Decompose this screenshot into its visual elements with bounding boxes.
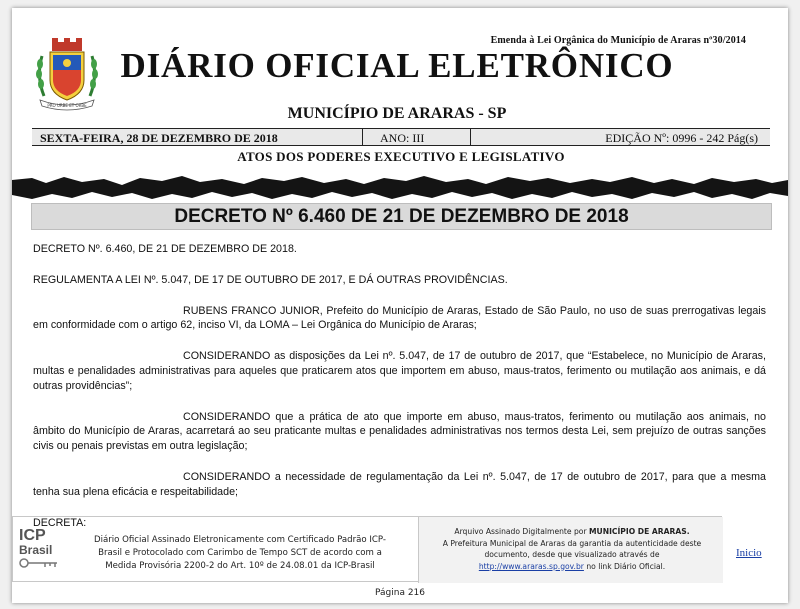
- signature-line: [427, 561, 717, 573]
- divider: [362, 129, 363, 145]
- crest-motto: PRO URBE ET ORBE: [47, 103, 87, 108]
- key-icon: [19, 558, 59, 568]
- decree-paragraph: CONSIDERANDO as disposições da Lei nº. 5.047, de 17 de outubro de 2017, que “Estabelece, no Município de Araras, multas e penalidades administrativas para aqueles que praticarem atos que importem em abuso, maus-tratos, ferimento ou mutilação aos animais, e dá outras providências”;: [33, 350, 766, 392]
- amendment-note: Emenda à Lei Orgânica do Município de Araras nº30/2014: [490, 35, 746, 46]
- edition-label: EDIÇÃO Nº: 0996 - 242 Pág(s): [605, 131, 758, 145]
- decree-heading: DECRETO Nº 6.460 DE 21 DE DEZEMBRO DE 2018: [31, 203, 772, 230]
- signer-name: MUNICÍPIO DE ARARAS.: [589, 527, 690, 536]
- signature-line: [427, 526, 717, 538]
- page-number: Página 216: [374, 588, 425, 598]
- signature-suffix: no link Diário Oficial.: [583, 561, 666, 571]
- certificate-box: [12, 516, 722, 582]
- inicio-link[interactable]: Inicio: [736, 547, 762, 559]
- signature-footer: [12, 516, 788, 586]
- municipal-crest-icon: [34, 36, 100, 112]
- certificate-line: Medida Provisória 2200-2 do Art. 10º de 24.08.01 da ICP-Brasil: [105, 561, 375, 571]
- decreta-line: DECRETA:: [33, 516, 87, 529]
- decree-summary-line: REGULAMENTA A LEI Nº. 5.047, DE 17 DE OUTUBRO DE 2017, E DÁ OUTRAS PROVIDÊNCIAS.: [33, 273, 508, 286]
- section-heading: ATOS DOS PODERES EXECUTIVO E LEGISLATIVO: [237, 149, 565, 164]
- signature-prefix: Arquivo Assinado Digitalmente por: [454, 527, 589, 536]
- signature-line: documento, desde que visualizado através de: [484, 550, 660, 559]
- digital-signature-text: [427, 526, 717, 572]
- decree-paragraph: RUBENS FRANCO JUNIOR, Prefeito do Município de Araras, Estado de São Paulo, no uso de suas prerrogativas legais em conformidade com o artigo 62, inciso VI, da LOMA – Lei Orgânica do Município de Araras;: [33, 304, 766, 332]
- divider: [470, 129, 471, 145]
- gazette-title: DIÁRIO OFICIAL ELETRÔNICO: [120, 46, 674, 85]
- icp-logo-text: ICP: [19, 527, 46, 544]
- publication-date: SEXTA-FEIRA, 28 DE DEZEMBRO DE 2018: [40, 131, 278, 145]
- certificate-line: Diário Oficial Assinado Eletronicamente com Certificado Padrão ICP-: [93, 535, 387, 545]
- digital-signature-box: [418, 517, 723, 583]
- decree-body: [33, 242, 766, 530]
- year-label: ANO: III: [380, 131, 425, 145]
- certificate-line: Brasil e Protocolado com Carimbo de Tempo SCT de acordo com a: [98, 548, 382, 558]
- signature-line: A Prefeitura Municipal de Araras da garantia da autenticidade deste: [442, 538, 702, 548]
- prefeitura-link[interactable]: http://www.araras.sp.gov.br: [478, 561, 584, 571]
- decree-paragraph: CONSIDERANDO que a prática de ato que importe em abuso, maus-tratos, ferimento ou mutilação aos animais, no âmbito do Município de Araras, acarretará ao seu praticante multas e penalidades administrativas nos termos desta Lei, sem prejuízo de outras sanções civis ou penais previstas em outra legislação;: [33, 410, 766, 453]
- document-page: [12, 8, 788, 603]
- decree-paragraph: CONSIDERANDO a necessidade de regulamentação da Lei nº. 5.047, de 17 de outubro de 2017, para que a mesma tenha sua plena eficácia e respeitabilidade;: [33, 470, 766, 498]
- icp-brasil-logo: [19, 528, 67, 578]
- decree-number-line: DECRETO Nº. 6.460, DE 21 DE DEZEMBRO DE 2018.: [33, 243, 297, 255]
- edition-info-bar: [32, 128, 770, 146]
- icp-logo-subtext: Brasil: [19, 543, 53, 557]
- municipality-name: MUNICÍPIO DE ARARAS - SP: [287, 105, 507, 122]
- certificate-text: [85, 534, 395, 573]
- torn-edge-divider: [12, 166, 788, 206]
